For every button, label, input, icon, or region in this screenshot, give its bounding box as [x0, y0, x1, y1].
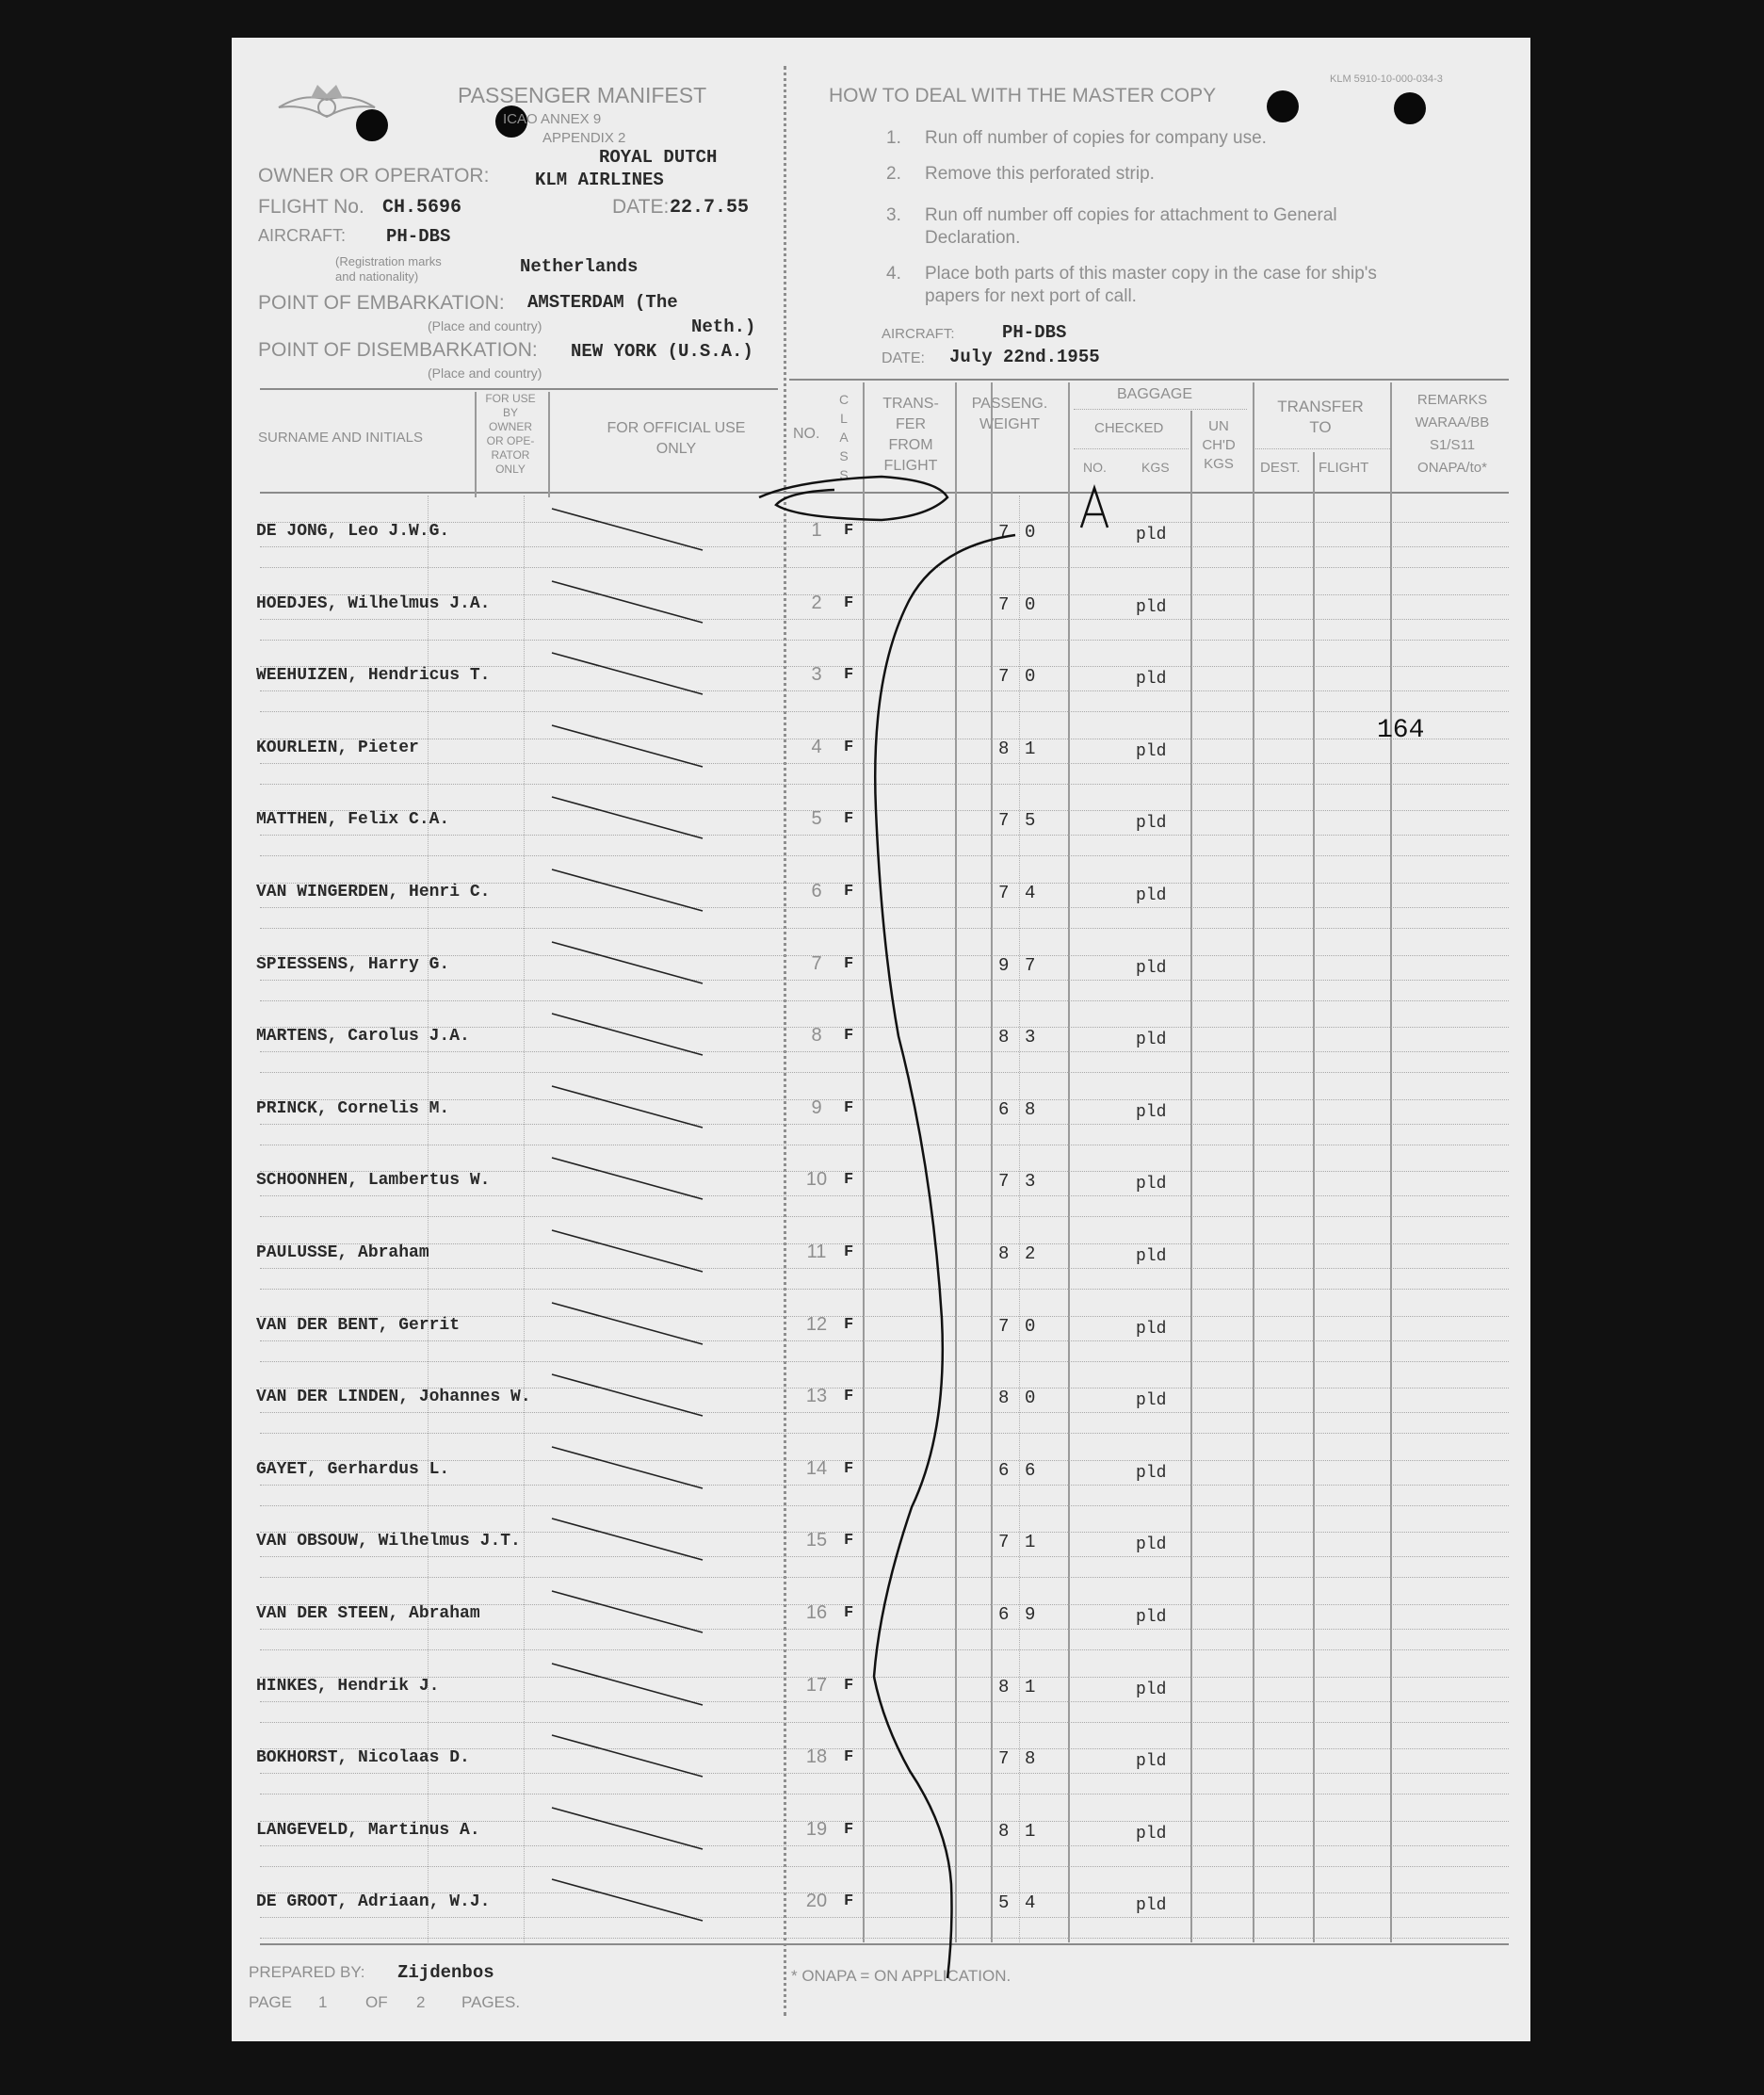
col-checked: CHECKED	[1094, 420, 1164, 436]
passenger-class: F	[844, 1243, 854, 1261]
pages-label: PAGES.	[461, 1993, 521, 2011]
passenger-class: F	[844, 522, 854, 540]
passenger-name: VAN DER BENT, Gerrit	[256, 1316, 461, 1335]
passenger-number: 16	[805, 1602, 828, 1623]
header-line: TRANS-	[882, 396, 939, 412]
passenger-class: F	[844, 810, 854, 828]
baggage-status: pld	[1136, 1391, 1167, 1410]
weight-digit-1: 7	[998, 1532, 1010, 1552]
passenger-name: SPIESSENS, Harry G.	[256, 955, 450, 974]
handwritten-remark: 164	[1377, 716, 1425, 745]
passenger-number: 11	[806, 1242, 827, 1262]
prepared-label: PREPARED BY:	[249, 1963, 365, 1981]
of-label: OF	[365, 1993, 388, 2011]
baggage-status: pld	[1136, 1681, 1167, 1699]
weight-digit-2: 2	[1025, 1243, 1036, 1264]
header-line: L	[840, 411, 848, 426]
weight-digit-2: 1	[1025, 1821, 1036, 1842]
header-line: A	[839, 430, 849, 445]
handwritten-pen-marks	[232, 38, 1530, 2041]
baggage-status: pld	[1136, 886, 1167, 905]
passenger-number: 6	[811, 881, 822, 901]
passenger-number: 13	[805, 1386, 828, 1406]
header-line: CH'D	[1202, 437, 1236, 453]
weight-digit-2: 6	[1025, 1460, 1036, 1481]
passenger-name: WEEHUIZEN, Hendricus T.	[256, 666, 491, 685]
passenger-name: KOURLEIN, Pieter	[256, 739, 419, 757]
aircraft-value: PH-DBS	[386, 226, 451, 247]
embarkation-value-2: Neth.)	[691, 317, 756, 337]
passenger-name: GAYET, Gerhardus L.	[256, 1460, 450, 1479]
weight-digit-1: 8	[998, 1388, 1010, 1408]
baggage-status: pld	[1136, 1608, 1167, 1627]
weight-digit-1: 5	[998, 1892, 1010, 1913]
weight-digit-1: 7	[998, 810, 1010, 831]
prepared-value: Zijdenbos	[397, 1962, 494, 1983]
flight-label: FLIGHT No.	[258, 196, 364, 218]
passenger-class: F	[844, 1532, 854, 1550]
owner-value-line1: ROYAL DUTCH	[599, 147, 718, 168]
passenger-class: F	[844, 883, 854, 901]
page-label: PAGE	[249, 1993, 292, 2011]
passenger-name: MATTHEN, Felix C.A.	[256, 810, 450, 829]
passenger-class: F	[844, 739, 854, 756]
passenger-class: F	[844, 1027, 854, 1045]
passenger-name: MARTENS, Carolus J.A.	[256, 1027, 470, 1046]
nationality-value: Netherlands	[520, 256, 639, 277]
baggage-status: pld	[1136, 1103, 1167, 1122]
weight-digit-1: 7	[998, 666, 1010, 687]
registration-note-1: (Registration marks	[335, 254, 442, 268]
baggage-status: pld	[1136, 1535, 1167, 1554]
header-line: PASSENG.	[971, 396, 1048, 412]
weight-digit-2: 9	[1025, 1604, 1036, 1625]
header-line: FROM	[888, 437, 933, 453]
header-line: FOR OFFICIAL USE	[607, 420, 746, 436]
passenger-class: F	[844, 1171, 854, 1189]
passenger-name: VAN OBSOUW, Wilhelmus J.T.	[256, 1532, 521, 1551]
instructions-title: HOW TO DEAL WITH THE MASTER COPY	[829, 85, 1217, 106]
baggage-status: pld	[1136, 814, 1167, 833]
passenger-number: 7	[811, 953, 822, 974]
header-line: KGS	[1204, 456, 1234, 472]
instruction-text: Run off number off copies for attachment to General	[925, 205, 1337, 225]
header-line: C	[838, 392, 850, 407]
icao-annex: ICAO ANNEX 9	[503, 111, 602, 127]
manifest-sheet	[232, 38, 1530, 2041]
weight-digit-2: 0	[1025, 594, 1036, 615]
header-line: FER	[896, 416, 926, 432]
passenger-name: DE GROOT, Adriaan, W.J.	[256, 1892, 491, 1911]
passenger-number: 9	[811, 1097, 822, 1118]
header-line: RATOR	[491, 448, 530, 462]
date-value: 22.7.55	[670, 197, 750, 219]
baggage-status: pld	[1136, 670, 1167, 689]
passenger-number: 8	[811, 1025, 822, 1046]
passenger-number: 4	[811, 737, 822, 757]
passenger-number: 10	[805, 1169, 828, 1190]
weight-digit-1: 8	[998, 1027, 1010, 1048]
baggage-status: pld	[1136, 1825, 1167, 1843]
weight-digit-2: 5	[1025, 810, 1036, 831]
instruction-number: 3.	[886, 205, 901, 225]
disembarkation-value: NEW YORK (U.S.A.)	[571, 341, 753, 362]
baggage-status: pld	[1136, 1175, 1167, 1194]
passenger-class: F	[844, 1892, 854, 1910]
passenger-number: 17	[805, 1675, 828, 1696]
date-label: DATE:	[612, 196, 670, 218]
passenger-number: 2	[811, 593, 822, 613]
weight-digit-1: 7	[998, 1316, 1010, 1337]
instruction-text: Declaration.	[925, 228, 1021, 248]
passenger-number: 12	[805, 1314, 828, 1335]
appendix: APPENDIX 2	[542, 130, 626, 146]
instruction-text: papers for next port of call.	[925, 286, 1137, 306]
instr-aircraft-label: AIRCRAFT:	[882, 326, 955, 342]
passenger-number: 19	[805, 1819, 828, 1840]
weight-digit-2: 1	[1025, 1677, 1036, 1697]
weight-digit-2: 4	[1025, 1892, 1036, 1913]
instruction-number: 2.	[886, 164, 901, 184]
passenger-number: 20	[805, 1891, 828, 1911]
col-bag-no: NO.	[1083, 460, 1107, 475]
passenger-name: VAN DER LINDEN, Johannes W.	[256, 1388, 531, 1406]
registration-note-2: and nationality)	[335, 269, 419, 284]
passenger-number: 14	[805, 1458, 828, 1479]
passenger-class: F	[844, 594, 854, 612]
weight-digit-2: 0	[1025, 1316, 1036, 1337]
baggage-status: pld	[1136, 959, 1167, 978]
weight-digit-1: 8	[998, 1243, 1010, 1264]
col-no: NO.	[793, 426, 820, 442]
header-line: FOR USE	[485, 392, 536, 405]
instruction-number: 1.	[886, 128, 901, 148]
passenger-class: F	[844, 1748, 854, 1766]
weight-digit-2: 3	[1025, 1027, 1036, 1048]
passenger-class: F	[844, 1604, 854, 1622]
weight-digit-2: 8	[1025, 1748, 1036, 1769]
instruction-text: Place both parts of this master copy in the case for ship's	[925, 264, 1377, 284]
header-line: WEIGHT	[979, 416, 1040, 432]
embarkation-label: POINT OF EMBARKATION:	[258, 292, 505, 314]
passenger-class: F	[844, 666, 854, 684]
weight-digit-2: 8	[1025, 1099, 1036, 1120]
weight-digit-1: 6	[998, 1099, 1010, 1120]
weight-digit-2: 4	[1025, 883, 1036, 903]
passenger-name: PRINCK, Cornelis M.	[256, 1099, 450, 1118]
passenger-class: F	[844, 1821, 854, 1839]
passenger-class: F	[844, 1316, 854, 1334]
embarkation-value: AMSTERDAM (The	[527, 292, 678, 313]
passenger-name: BOKHORST, Nicolaas D.	[256, 1748, 470, 1767]
baggage-status: pld	[1136, 1031, 1167, 1049]
instruction-text: Remove this perforated strip.	[925, 164, 1155, 184]
page-value: 1	[318, 1993, 328, 2011]
baggage-status: pld	[1136, 1896, 1167, 1915]
passenger-number: 3	[811, 664, 822, 685]
col-kgs: KGS	[1141, 460, 1170, 475]
header-line: S	[839, 448, 849, 463]
header-line: FLIGHT	[883, 458, 938, 474]
weight-digit-2: 0	[1025, 522, 1036, 543]
passenger-name: SCHOONHEN, Lambertus W.	[256, 1171, 491, 1190]
header-line: UN	[1208, 418, 1229, 434]
instruction-text: Run off number of copies for company use.	[925, 128, 1267, 148]
weight-digit-1: 6	[998, 1460, 1010, 1481]
passenger-name: VAN WINGERDEN, Henri C.	[256, 883, 491, 901]
baggage-status: pld	[1136, 1464, 1167, 1483]
embarkation-note: (Place and country)	[428, 318, 542, 333]
col-dest: DEST.	[1260, 460, 1301, 476]
passenger-number: 18	[805, 1746, 828, 1767]
disembarkation-label: POINT OF DISEMBARKATION:	[258, 339, 538, 361]
passenger-number: 5	[811, 808, 822, 829]
baggage-status: pld	[1136, 1320, 1167, 1339]
header-line: ONLY	[655, 441, 697, 457]
passenger-class: F	[844, 1099, 854, 1117]
baggage-status: pld	[1136, 1752, 1167, 1771]
passenger-name: VAN DER STEEN, Abraham	[256, 1604, 480, 1623]
passenger-name: HOEDJES, Wilhelmus J.A.	[256, 594, 491, 613]
baggage-status: pld	[1136, 1247, 1167, 1266]
weight-digit-2: 1	[1025, 1532, 1036, 1552]
header-line: S	[839, 467, 849, 482]
header-line: OR OPE-	[486, 434, 535, 447]
weight-digit-1: 8	[998, 739, 1010, 759]
header-line: ONLY	[495, 463, 526, 476]
weight-digit-2: 0	[1025, 666, 1036, 687]
baggage-status: pld	[1136, 598, 1167, 617]
col-flight: FLIGHT	[1319, 460, 1369, 476]
header-line: ONAPA/to*	[1417, 460, 1487, 476]
aircraft-label: AIRCRAFT:	[258, 226, 347, 245]
passenger-number: 1	[811, 520, 822, 541]
passenger-name: LANGEVELD, Martinus A.	[256, 1821, 480, 1840]
weight-digit-1: 7	[998, 522, 1010, 543]
owner-label: OWNER OR OPERATOR:	[258, 165, 490, 187]
passenger-class: F	[844, 1388, 854, 1405]
passenger-class: F	[844, 1677, 854, 1695]
passenger-number: 15	[805, 1530, 828, 1551]
header-line: BY	[502, 406, 518, 419]
owner-value-line2: KLM AIRLINES	[535, 170, 664, 190]
weight-digit-2: 7	[1025, 955, 1036, 976]
weight-digit-1: 7	[998, 1748, 1010, 1769]
weight-digit-2: 0	[1025, 1388, 1036, 1408]
weight-digit-2: 3	[1025, 1171, 1036, 1192]
form-title: PASSENGER MANIFEST	[458, 83, 707, 107]
passenger-class: F	[844, 955, 854, 973]
weight-digit-1: 8	[998, 1821, 1010, 1842]
weight-digit-1: 8	[998, 1677, 1010, 1697]
instr-aircraft-value: PH-DBS	[1002, 322, 1067, 343]
baggage-status: pld	[1136, 742, 1167, 761]
weight-digit-2: 1	[1025, 739, 1036, 759]
col-surname: SURNAME AND INITIALS	[258, 430, 424, 446]
weight-digit-1: 9	[998, 955, 1010, 976]
disembarkation-note: (Place and country)	[428, 365, 542, 381]
header-line: S1/S11	[1429, 437, 1476, 453]
passenger-name: PAULUSSE, Abraham	[256, 1243, 429, 1262]
form-code: KLM 5910-10-000-034-3	[1330, 73, 1443, 85]
flight-value: CH.5696	[382, 197, 462, 219]
passenger-name: HINKES, Hendrik J.	[256, 1677, 440, 1696]
header-line: REMARKS	[1416, 392, 1488, 408]
weight-digit-1: 7	[998, 1171, 1010, 1192]
instr-date-value: July 22nd.1955	[949, 347, 1100, 367]
header-line: TO	[1309, 418, 1332, 436]
weight-digit-1: 7	[998, 883, 1010, 903]
instr-date-label: DATE:	[882, 350, 925, 366]
passenger-class: F	[844, 1460, 854, 1478]
header-line: OWNER	[489, 420, 532, 433]
col-baggage: BAGGAGE	[1117, 386, 1193, 402]
of-value: 2	[416, 1993, 426, 2011]
weight-digit-1: 7	[998, 594, 1010, 615]
weight-digit-1: 6	[998, 1604, 1010, 1625]
instruction-number: 4.	[886, 264, 901, 284]
baggage-status: pld	[1136, 526, 1167, 544]
header-line: TRANSFER	[1277, 398, 1364, 415]
onapa-note: * ONAPA = ON APPLICATION.	[791, 1967, 1011, 1985]
passenger-name: DE JONG, Leo J.W.G.	[256, 522, 450, 541]
header-line: WARAA/BB	[1415, 414, 1490, 430]
